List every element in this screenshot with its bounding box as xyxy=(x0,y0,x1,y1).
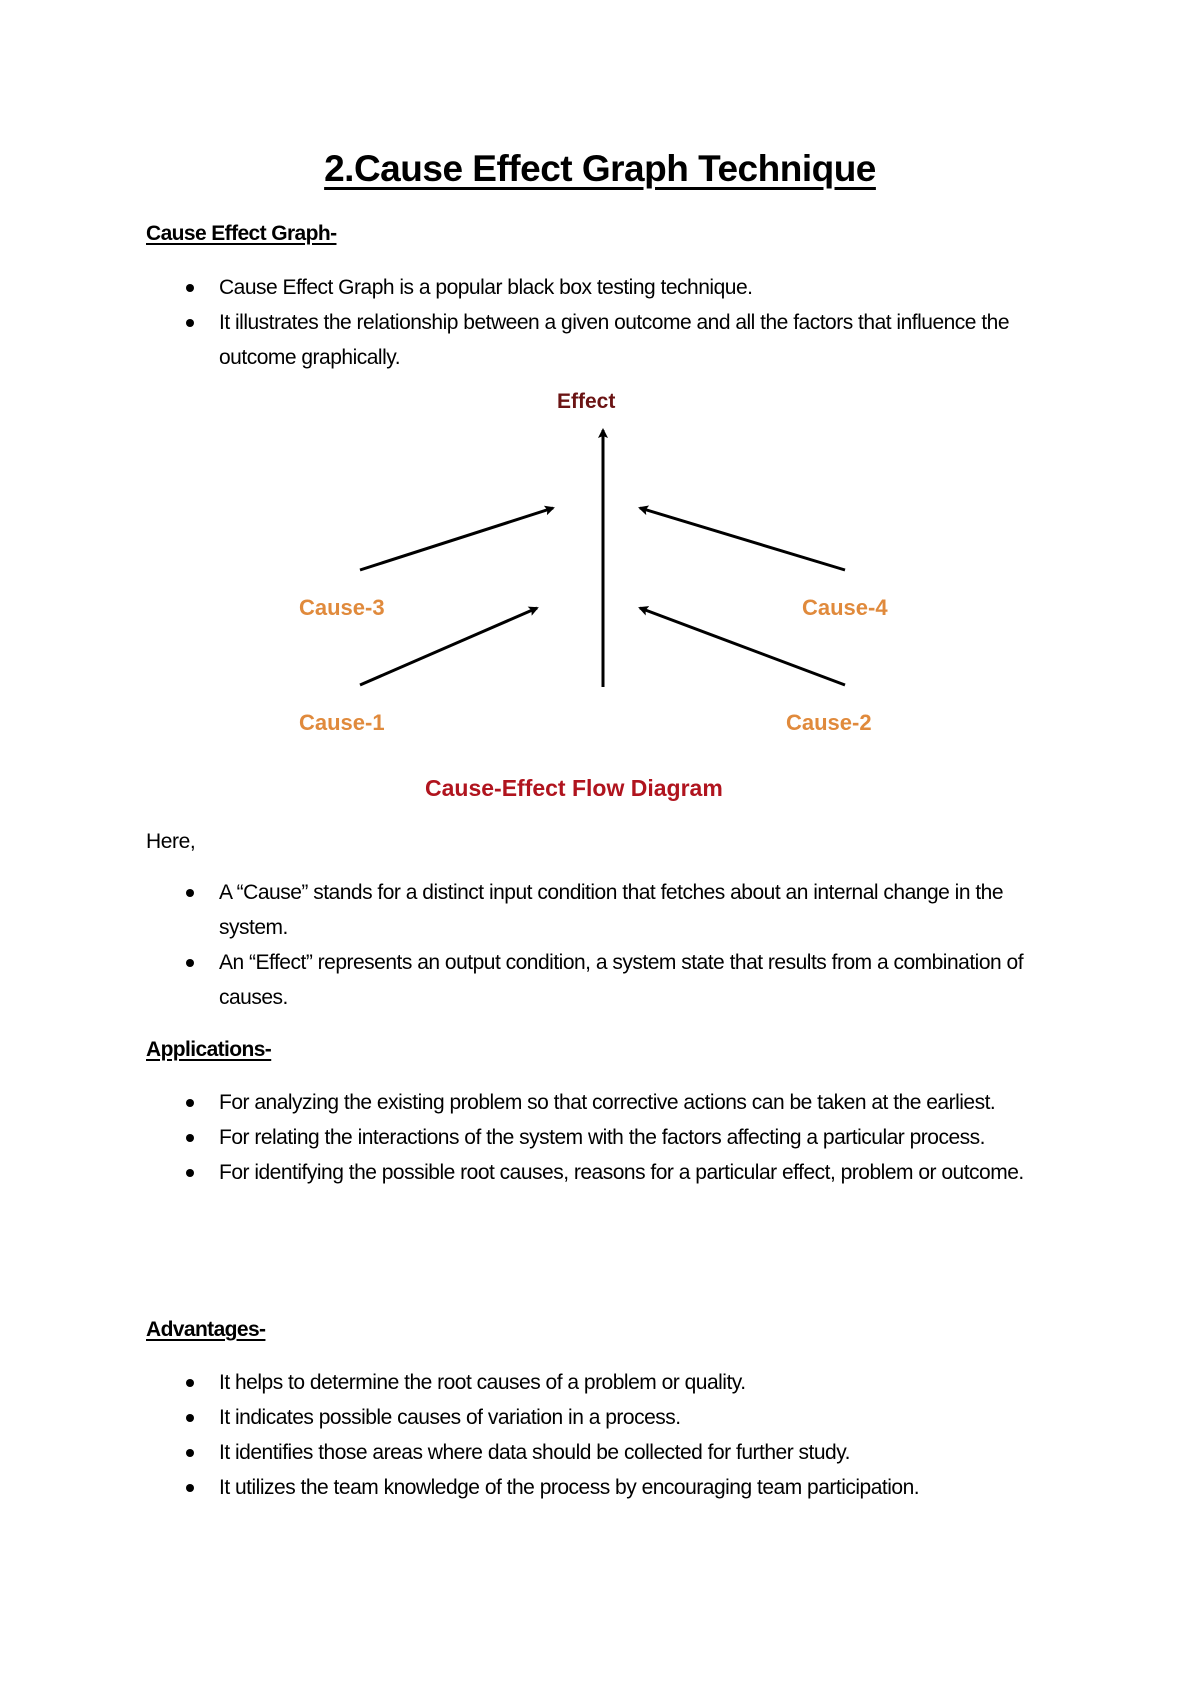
intro-bullet-list xyxy=(0,270,1200,375)
bullet-icon xyxy=(186,1414,194,1422)
list-item: For identifying the possible root causes, reasons for a particular effect, problem or outcome. xyxy=(0,1155,1200,1190)
effect-label: Effect xyxy=(557,390,616,413)
here-bullet-list xyxy=(0,875,1200,1015)
bullet-icon xyxy=(186,1484,194,1492)
section-heading-cause-effect-graph: Cause Effect Graph- xyxy=(146,222,337,245)
bullet-icon xyxy=(186,1449,194,1457)
cause-effect-diagram xyxy=(0,380,1200,800)
list-item: A “Cause” stands for a distinct input condition that fetches about an internal change in the system. xyxy=(0,875,1200,945)
list-item: It helps to determine the root causes of a problem or quality. xyxy=(0,1365,1200,1400)
bullet-icon xyxy=(186,1099,194,1107)
here-lead: Here, xyxy=(146,830,196,853)
list-item: For relating the interactions of the system with the factors affecting a particular process. xyxy=(0,1120,1200,1155)
bullet-icon xyxy=(186,1169,194,1177)
applications-bullet-list xyxy=(0,1085,1200,1190)
page-title-text: 2.Cause Effect Graph Technique xyxy=(324,148,876,189)
list-item: Cause Effect Graph is a popular black box testing technique. xyxy=(0,270,1200,305)
list-item: It identifies those areas where data should be collected for further study. xyxy=(0,1435,1200,1470)
list-item: An “Effect” represents an output condition, a system state that results from a combination of causes. xyxy=(0,945,1200,1015)
cause-2-label: Cause-2 xyxy=(786,710,872,735)
bullet-icon xyxy=(186,319,194,327)
section-heading-advantages: Advantages- xyxy=(146,1318,266,1341)
list-item: For analyzing the existing problem so that corrective actions can be taken at the earliest. xyxy=(0,1085,1200,1120)
bullet-icon xyxy=(186,1134,194,1142)
cause-1-label: Cause-1 xyxy=(299,710,385,735)
bullet-icon xyxy=(186,1379,194,1387)
cause-3-label: Cause-3 xyxy=(299,595,385,620)
list-item: It utilizes the team knowledge of the process by encouraging team participation. xyxy=(0,1470,1200,1505)
diagram-caption: Cause-Effect Flow Diagram xyxy=(425,775,723,801)
cause-4-label: Cause-4 xyxy=(802,595,888,620)
bullet-icon xyxy=(186,959,194,967)
section-heading-applications: Applications- xyxy=(146,1038,272,1061)
page-title xyxy=(0,148,1200,190)
diagram-arrows xyxy=(0,380,1200,800)
bullet-icon xyxy=(186,284,194,292)
bullet-icon xyxy=(186,889,194,897)
list-item: It indicates possible causes of variation in a process. xyxy=(0,1400,1200,1435)
list-item: It illustrates the relationship between a given outcome and all the factors that influence the outcome graphically. xyxy=(0,305,1200,375)
advantages-bullet-list xyxy=(0,1365,1200,1505)
